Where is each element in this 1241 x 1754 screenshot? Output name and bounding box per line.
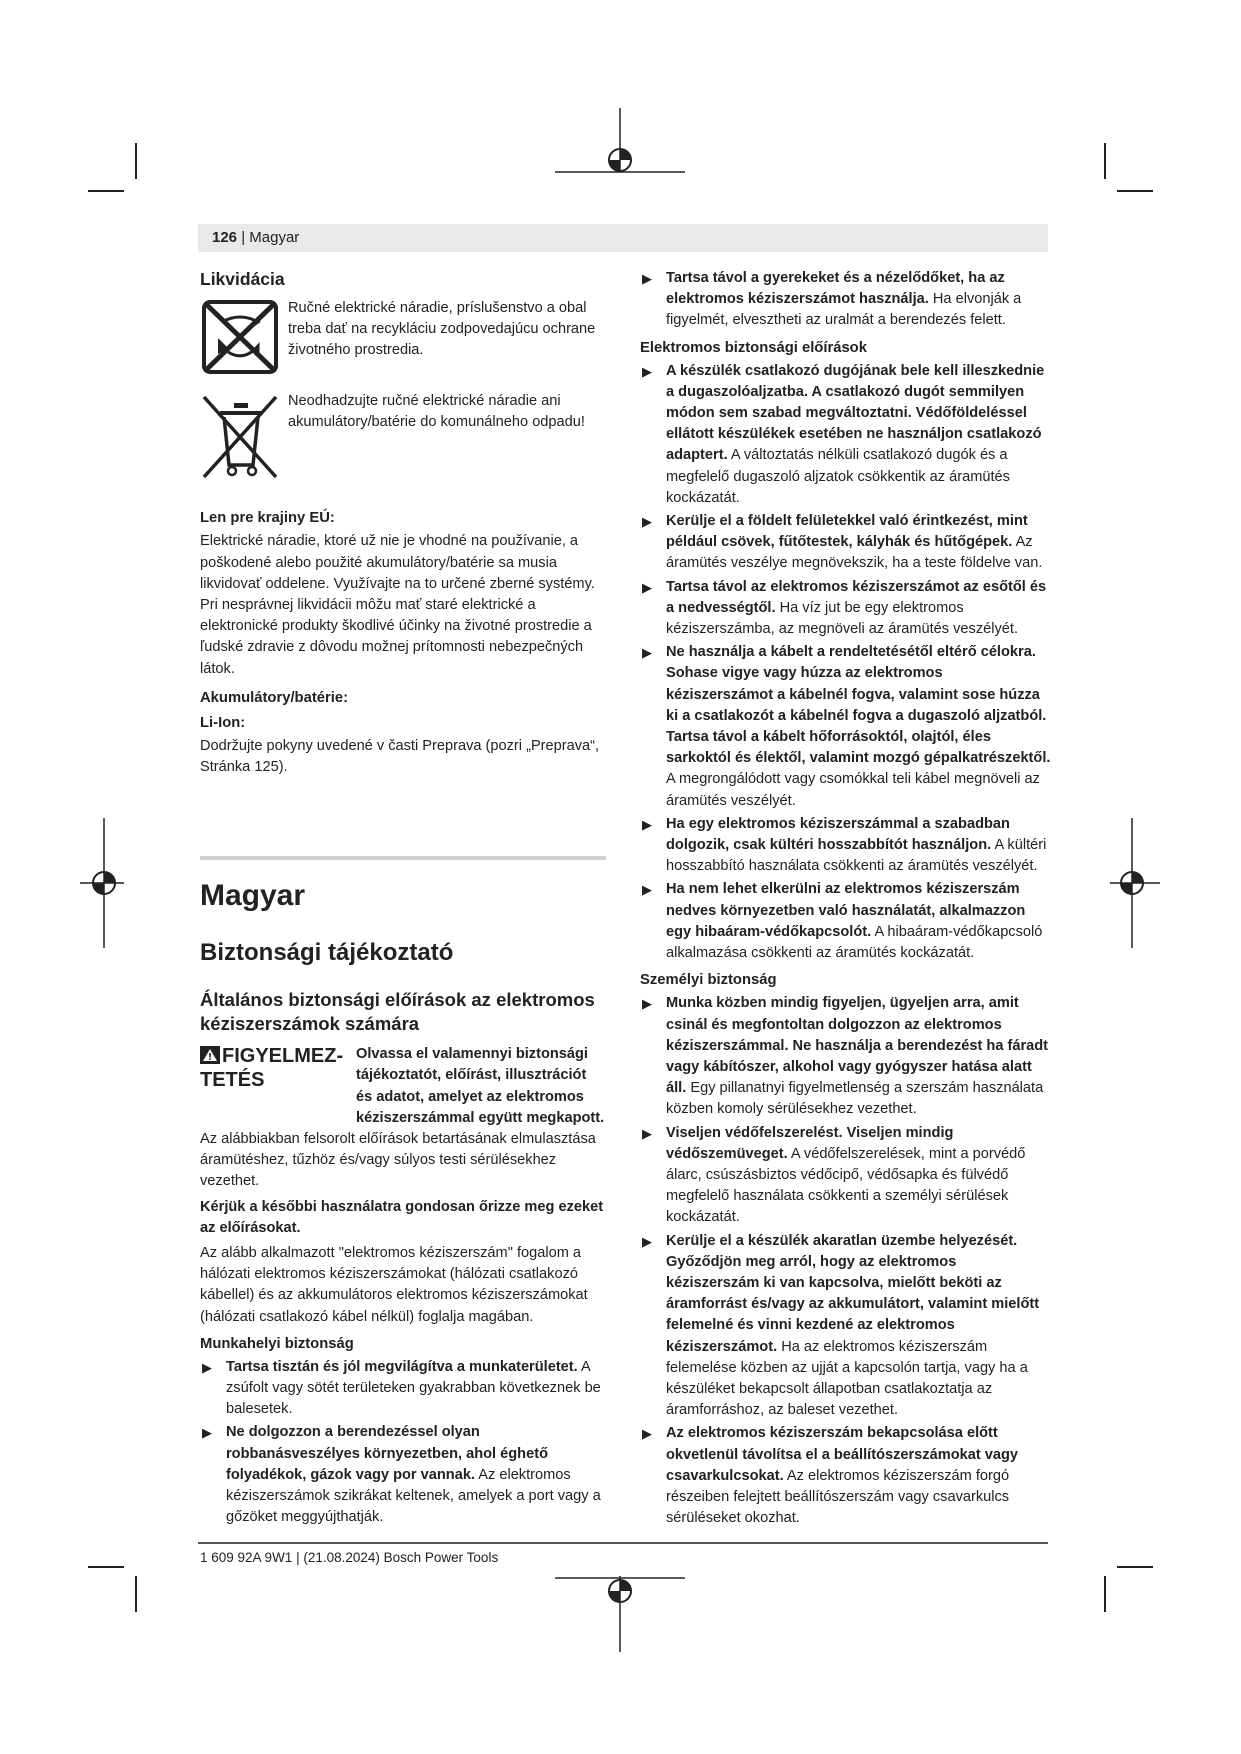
language-title: Magyar: [200, 879, 306, 913]
warning-label-text: FIGYELMEZ-TETÉS: [200, 1045, 344, 1092]
warning-label: [200, 1044, 356, 1092]
list-item: ▶ Tartsa tisztán és jól megvilágítva a munkaterületet. A zsúfolt vagy sötét területeken gyakrabban következnek be balesetek.: [202, 1358, 601, 1418]
electric-safety-title: Elektromos biztonsági előírások: [640, 339, 867, 356]
bullet-triangle-icon: ▶: [202, 1425, 212, 1441]
list-item: ▶ Tartsa távol a gyerekeket és a nézelődőket, ha az elektromos kéziszerszámot használja. Ha elvonják a figyelmét, elvesztheti az uralmát a berendezés felett.: [642, 270, 1022, 329]
crop-mark: [135, 1576, 137, 1612]
list-item: ▶ Ha nem lehet elkerülni az elektromos kéziszerszám nedves környezetben való használatát, alkalmazzon egy hibaáram-védőkapcsolót. A hibaáram-védőkapcsoló alkalmazása csökkenti az áramütés kockázatát.: [642, 881, 1043, 962]
header-language: Magyar: [249, 229, 300, 246]
list-item: ▶ Viseljen védőfelszerelést. Viseljen mindig védőszemüveget. A védőfelszerelések, mint a porvédő álarc, csúszásbiztos védőcipő, védősapka és fülvédő megfelelő használata csökkenti a személyi sérülések kockázatát.: [642, 1124, 1026, 1226]
likvidacia-text-1: Ručné elektrické náradie, príslušenstvo a obal treba dať na recykláciu zodpovedajúcu ochrane životného prostredia.: [288, 300, 596, 359]
recycle-row: [200, 298, 606, 383]
registration-mark-icon: [555, 108, 685, 182]
list-item: ▶ Az elektromos kéziszerszám bekapcsolása előtt okvetlenül távolítsa el a beállítószerszámokat vagy csavarkulcsokat. Az elektromos kéziszerszám forgó részeiben felejtett beállítószerszám vagy csavarkulcs sérüléseket okozhat.: [642, 1425, 1019, 1527]
bin-row: [200, 391, 606, 490]
crop-mark: [1104, 143, 1106, 179]
list-item: ▶ Ne használja a kábelt a rendeltetésétől eltérő célokra. Sohase vigye vagy húzza az elektromos kéziszerszámot a kábelnél fogva, valamint sose húzza ki a csatlakozót a kábelnél fogva a dugaszoló aljzatból. Tartsa távol a kábelt hőforrásoktól, olajtól, éles sarkoktól és élektől, valamint mozgó gépalkatrészektől. A megrongálódott vagy csomókkal teli kábel megnöveli az áramütés veszélyét.: [642, 644, 1051, 809]
general-safety-title: Általános biztonsági előírások az elektromos kéziszerszámok számára: [200, 989, 595, 1035]
bullet-triangle-icon: ▶: [642, 816, 652, 832]
bullet-triangle-icon: ▶: [642, 996, 652, 1012]
left-column: [200, 268, 606, 1531]
header-label: 126 | Magyar: [212, 229, 300, 246]
crop-mark: [1117, 190, 1153, 192]
warning-bold-text: Olvassa el valamennyi biztonsági tájékoztatót, előírást, illusztrációt és adatot, amelyet az elektromos kéziszerszámmal együtt megkapott.: [356, 1046, 605, 1126]
registration-mark-icon: [555, 1576, 685, 1652]
right-column: [640, 268, 1052, 1531]
bullet-triangle-icon: ▶: [642, 363, 652, 379]
eu-text: Elektrické náradie, ktoré už nie je vhodné na používanie, a poškodené alebo použité akumulátory/batérie sa musia likvidovať oddelene. Využívajte na to určené zberné systémy. Pri nesprávnej likvidácii môžu mať staré elektrické a elektronické produkty škodlivé účinky na životné prostredie a ľudské zdravie z dôvodu možnej prítomnosti nebezpečných látok.: [200, 533, 595, 677]
safety-title: Biztonsági tájékoztató: [200, 939, 454, 967]
registration-mark-icon: [80, 818, 124, 948]
footer-divider: [198, 1542, 1048, 1544]
list-item: ▶ Ha egy elektromos kéziszerszámmal a szabadban dolgozik, csak kültéri hosszabbítót használjon. A kültéri hosszabbító használata csökkenti az áramütés veszélyét.: [642, 815, 1047, 875]
personal-safety-title: Személyi biztonság: [640, 972, 777, 989]
likvidacia-text-2: Neodhadzujte ručné elektrické náradie ani akumulátory/batérie do komunálneho odpadu!: [288, 393, 585, 431]
registration-mark-icon: [1110, 818, 1160, 948]
bullet-triangle-icon: ▶: [642, 271, 652, 286]
bullet-triangle-icon: ▶: [642, 514, 652, 530]
crop-mark: [135, 143, 137, 179]
list-item: ▶ A készülék csatlakozó dugójának bele kell illeszkednie a dugaszolóaljzatba. A csatlakozó dugót semmilyen módon sem szabad megváltoztatni. Védőföldeléssel ellátott készülékek esetében ne használjon csatlakozó adaptert. A változtatás nélküli csatlakozó dugók és a megfelelő dugaszoló aljzatok csökkentik az áramütés kockázatát.: [642, 362, 1045, 506]
footer-text: 1 609 92A 9W1 | (21.08.2024) Bosch Power Tools: [200, 1550, 499, 1565]
page-number: 126: [212, 229, 238, 246]
list-item: ▶ Kerülje el a készülék akaratlan üzembe helyezését. Győződjön meg arról, hogy az elektromos kéziszerszám ki van kapcsolva, mielőtt beköti az áramforrást és/vagy az akkumulátort, valamint mielőtt felemelné és vinni kezdené az elektromos kéziszerszámot. Ha az elektromos kéziszerszám felemelése közben az ujját a kapcsolón tartja, vagy ha a készüléket bekapcsolt állapotban csatlakoztatja az áramforráshoz, az baleset vezethet.: [642, 1232, 1040, 1419]
crop-mark: [1104, 1576, 1106, 1612]
crop-mark: [1117, 1566, 1153, 1568]
bullet-triangle-icon: ▶: [642, 882, 652, 898]
warning-block: [200, 1044, 606, 1129]
list-item: ▶ Tartsa távol az elektromos kéziszerszámot az esőtől és a nedvességtől. Ha víz jut be egy elektromos kéziszerszámba, az megnöveli az áramütés veszélyét.: [642, 578, 1047, 638]
liion-text: Dodržujte pokyny uvedené v časti Preprava (pozri „Preprava“, Stránka 125).: [200, 737, 600, 776]
list-item: ▶ Ne dolgozzon a berendezéssel olyan robbanásveszélyes környezetben, ahol éghető folyadékok, gázok vagy por vannak. Az elektromos kéziszerszámok szikrákat keltenek, amelyek a port vagy a gőzöket meggyújthatják.: [202, 1424, 601, 1526]
crop-mark: [88, 190, 124, 192]
list-item: ▶ Munka közben mindig figyeljen, ügyeljen arra, amit csinál és megfontoltan dolgozzon az elektromos kéziszerszámmal. Ne használja a berendezést ha fáradt vagy kábítószer, alkohol vagy gyógyszer hatása alatt áll. Egy pillanatnyi figyelmetlenség a szerszám használata közben komoly sérülésekhez vezethet.: [642, 995, 1049, 1118]
page-header: [198, 224, 1048, 252]
bullet-triangle-icon: ▶: [642, 645, 652, 661]
eu-title: Len pre krajiny EÚ:: [200, 510, 335, 527]
bullet-triangle-icon: ▶: [642, 1233, 652, 1249]
section-divider: [200, 856, 606, 860]
definition-text: Az alább alkalmazott "elektromos kéziszerszám" fogalom a hálózati elektromos kéziszerszámokat (hálózati csatlakozó kábellel) és az akkumulátoros elektromos kéziszerszámokat (hálózati csatlakozó kábel nélkül) foglalja magában.: [200, 1245, 588, 1325]
bullet-triangle-icon: ▶: [642, 579, 652, 595]
akku-title: Akumulátory/batérie:: [200, 689, 349, 706]
warning-text: Az alábbiakban felsorolt előírások betartásának elmulasztása áramütéshez, tűzhöz és/vagy súlyos testi sérülésekhez vezethet.: [200, 1131, 596, 1190]
recycle-crossed-icon: [200, 298, 280, 376]
bullet-triangle-icon: ▶: [642, 1125, 652, 1141]
work-area-title: Munkahelyi biztonság: [200, 1335, 354, 1352]
warning-triangle-icon: [200, 1046, 220, 1064]
bullet-triangle-icon: ▶: [202, 1359, 212, 1375]
keep-instructions: Kérjük a későbbi használatra gondosan őrizze meg ezeket az előírásokat.: [200, 1198, 604, 1236]
crop-mark: [88, 1566, 124, 1568]
crossed-bin-icon: [200, 391, 280, 483]
liion-title: Li-Ion:: [200, 714, 246, 731]
list-item: ▶ Kerülje el a földelt felületekkel való érintkezést, mint például csövek, fűtőtestek, kályhák és hűtőgépek. Az áramütés veszélye megnövekszik, ha a teste földelve van.: [642, 513, 1043, 572]
section-title-likvidacia: Likvidácia: [200, 269, 285, 289]
bullet-triangle-icon: ▶: [642, 1426, 652, 1442]
